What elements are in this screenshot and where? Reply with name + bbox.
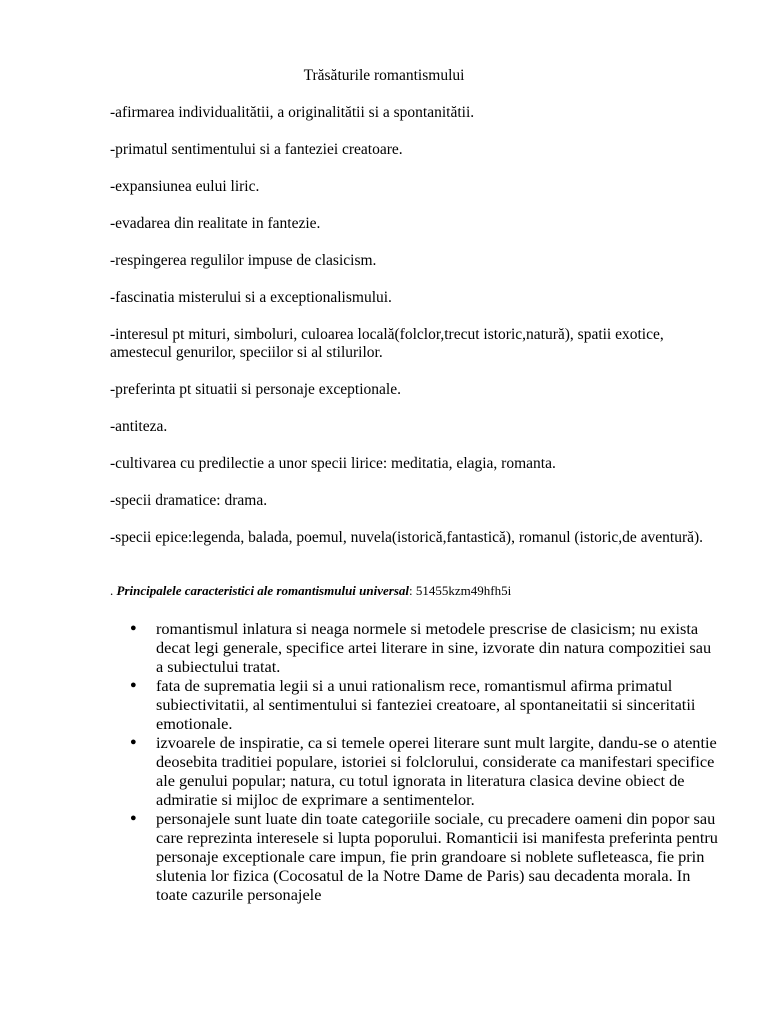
- list-item: [130, 809, 722, 904]
- trait-line: -afirmarea individualitătii, a originalitătii si a spontanitătii.: [110, 104, 475, 121]
- document-title: Trăsăturile romantismului: [303, 67, 465, 84]
- list-item-text: izvoarele de inspiratie, ca si temele operei literare sunt mult largite, dandu-se o atentie deosebita traditiei populare, istoriei si folclorului, considerate ca manifestari specifice ale genului popular; natura, cu totul ignorata in literatura clasica devine obiect de admiratie si mijloc de exprimare a sentimentelor.: [156, 733, 717, 809]
- list-item-text: personajele sunt luate din toate categoriile sociale, cu precadere oameni din popor sau care reprezinta interesele si lupta poporului. Romanticii isi manifesta preferinta pentru personaje exceptionale care impun, fie prin grandoare si noblete sufleteasca, fie prin slutenia lor fizica (Cocosatul de la Notre Dame de Paris) sau decadenta morala. In toate cazurile personajele: [156, 809, 718, 904]
- trait-line: -antiteza.: [110, 418, 168, 435]
- list-item-text: fata de suprematia legii si a unui rationalism rece, romantismul afirma primatul subiectivitatii, al sentimentului si fanteziei creatoare, al spontaneitatii si sinceritatii emotionale.: [156, 676, 696, 733]
- trait-line: -cultivarea cu predilectie a unor specii lirice: meditatia, elagia, romanta.: [110, 455, 556, 472]
- trait-line: -interesul pt mituri, simboluri, culoarea locală(folclor,trecut istoric,natură), spatii exotice, amestecul genurilor, speciilor si al stilurilor.: [110, 326, 664, 361]
- trait-list: [110, 104, 710, 566]
- list-item: [130, 676, 722, 733]
- trait-line: -evadarea din realitate in fantezie.: [110, 215, 321, 232]
- trait-line: -specii dramatice: drama.: [110, 492, 268, 509]
- trait-line: -fascinatia misterului si a exceptionalismului.: [110, 289, 392, 306]
- section-subheading: [110, 582, 710, 600]
- trait-line: -primatul sentimentului si a fanteziei creatoare.: [110, 141, 403, 158]
- subheading-lead: .: [110, 583, 117, 598]
- bullet-icon: ●: [130, 622, 137, 634]
- trait-line: -preferinta pt situatii si personaje exceptionale.: [110, 381, 401, 398]
- characteristics-list: [130, 619, 722, 904]
- subheading-suffix: : 51455kzm49hfh5i: [409, 583, 512, 598]
- trait-line: -respingerea regulilor impuse de clasicism.: [110, 252, 377, 269]
- bullet-icon: ●: [130, 812, 137, 824]
- list-item: [130, 619, 722, 676]
- list-item-text: romantismul inlatura si neaga normele si metodele prescrise de clasicism; nu exista decat legi generale, specifice artei literare in sine, izvorate din natura compozitiei sau a subiectului tratat.: [156, 619, 712, 676]
- trait-line: -specii epice:legenda, balada, poemul, nuvela(istorică,fantastică), romanul (istoric,de aventură).: [110, 529, 704, 546]
- bullet-icon: ●: [130, 679, 137, 691]
- trait-line: -expansiunea eului liric.: [110, 178, 260, 195]
- subheading-title: Principalele caracteristici ale romantismului universal: [116, 583, 410, 598]
- bullet-icon: ●: [130, 736, 137, 748]
- list-item: [130, 733, 722, 809]
